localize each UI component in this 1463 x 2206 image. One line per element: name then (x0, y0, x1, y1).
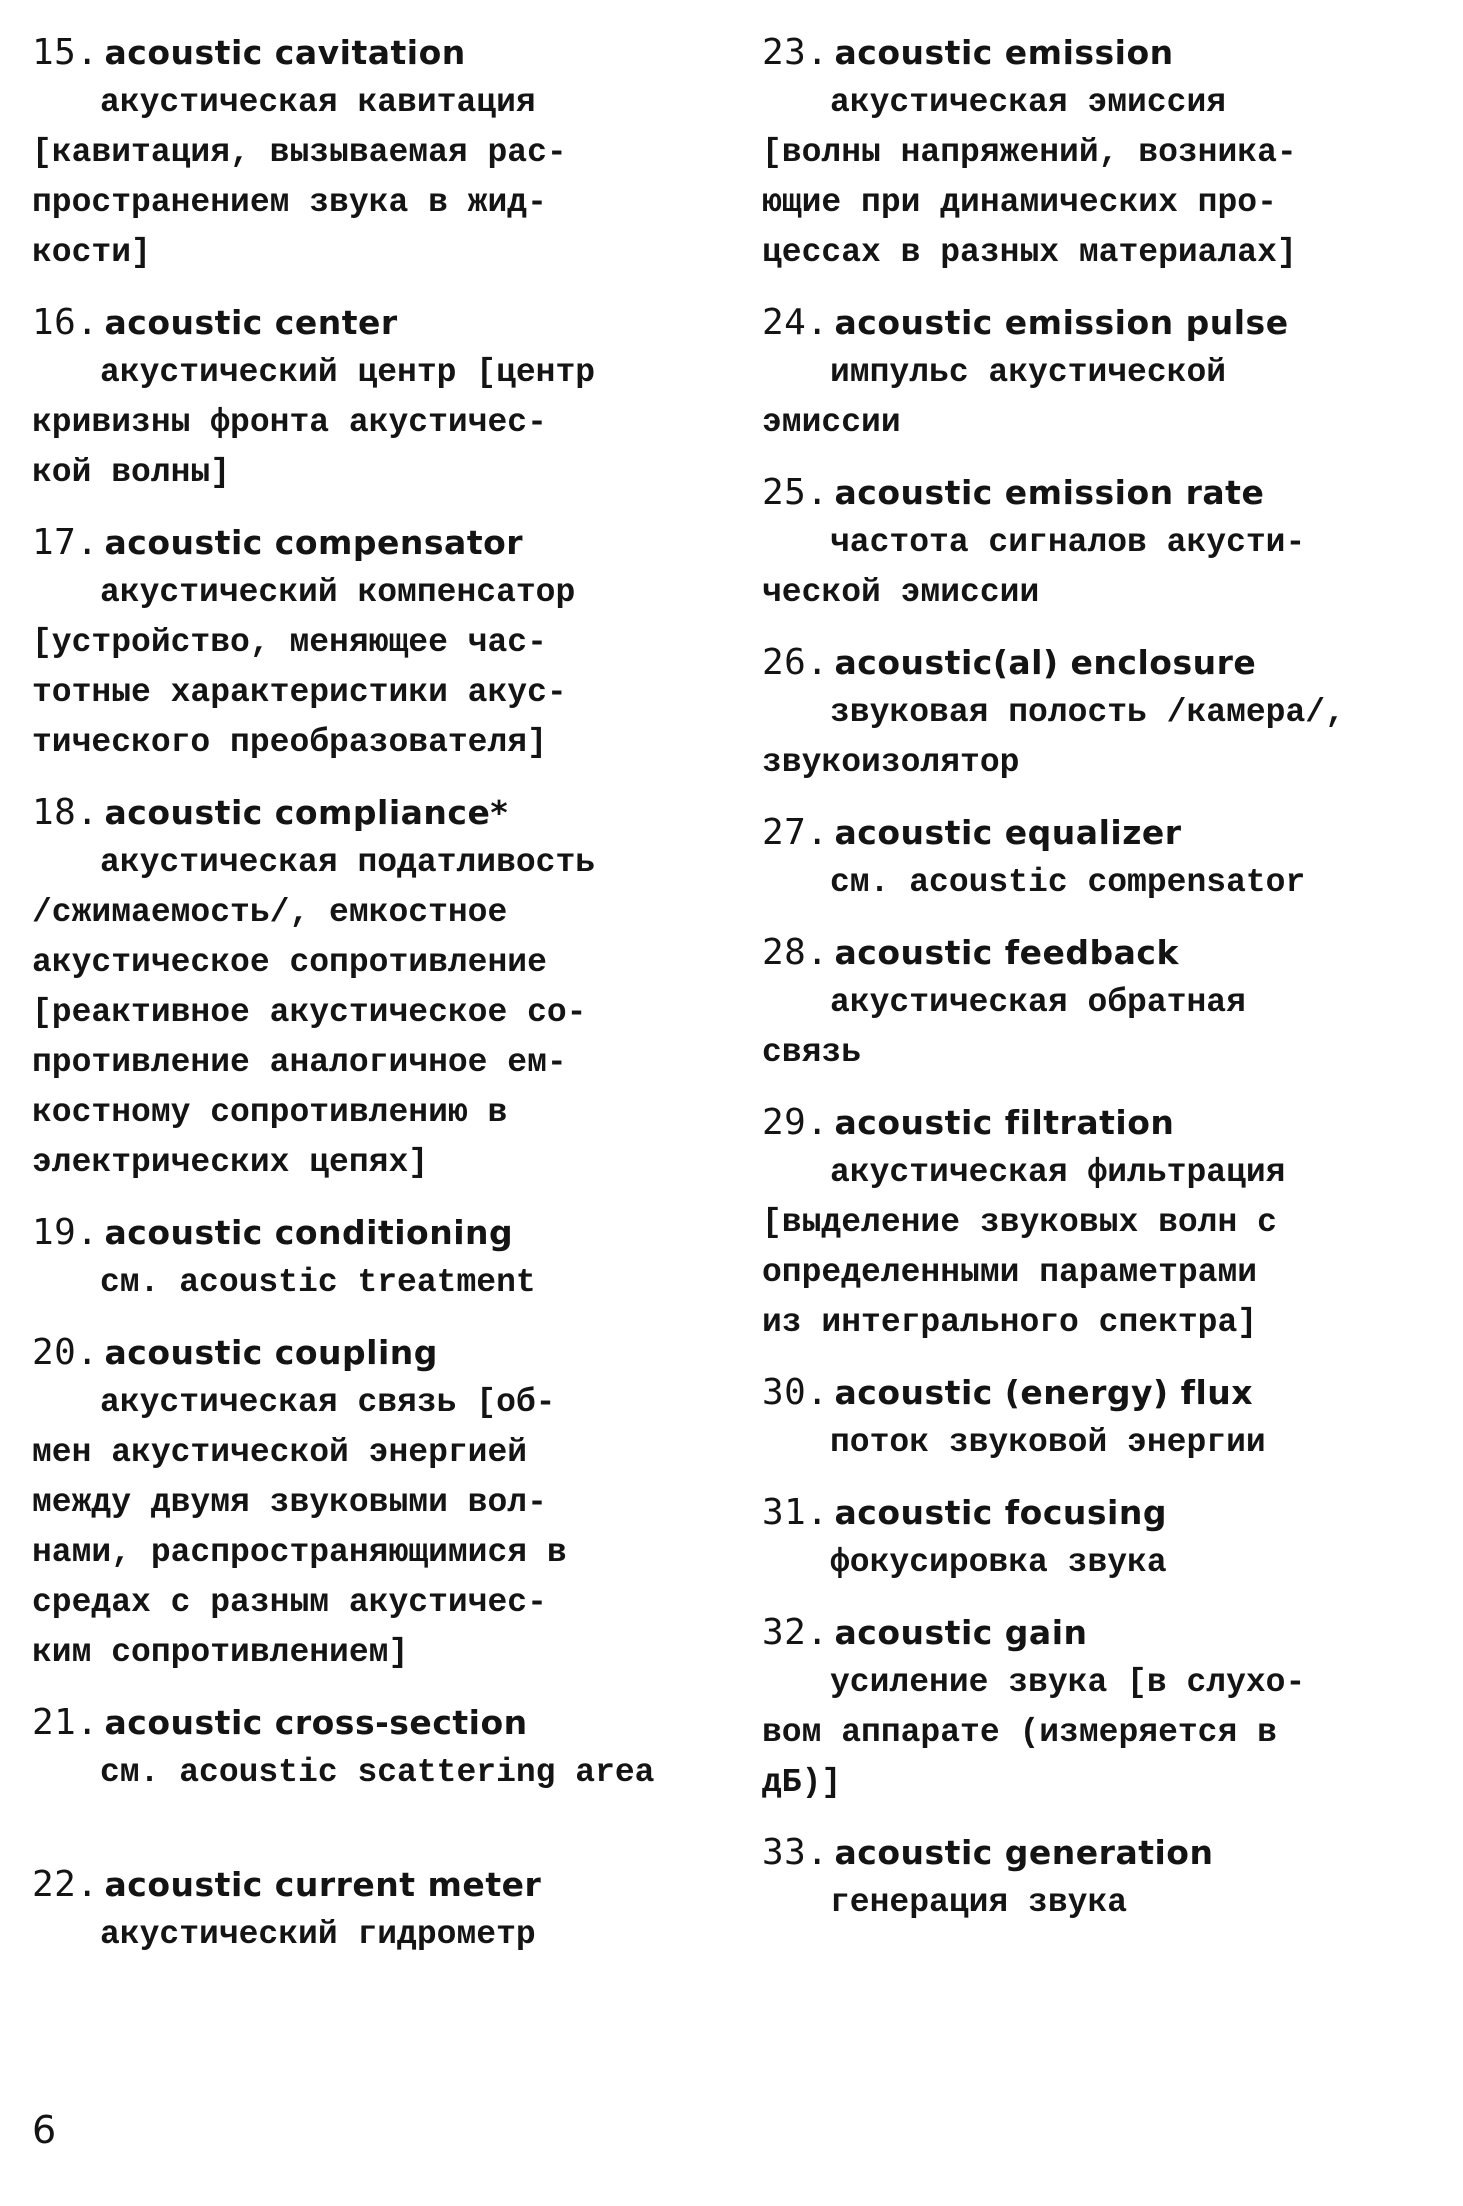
translation-line: акустическое сопротивление (32, 944, 547, 981)
entry-translation (762, 1148, 1442, 1348)
entry-term: acoustic equalizer (834, 813, 1182, 852)
dictionary-entry (762, 1828, 1442, 1928)
dictionary-entry (32, 1860, 712, 1960)
translation-line: [кавитация, вызываемая рас- (32, 134, 567, 171)
entry-headword (32, 28, 712, 78)
dictionary-entry (762, 1368, 1442, 1468)
dictionary-entry (762, 928, 1442, 1078)
entry-translation (762, 858, 1442, 908)
translation-line: эмиссии (762, 404, 901, 441)
entry-number: 20. (32, 1332, 99, 1373)
entry-headword (762, 1608, 1442, 1658)
entry-number: 33. (762, 1832, 829, 1873)
entry-term: acoustic emission (834, 33, 1174, 72)
entry-headword (762, 468, 1442, 518)
entry-translation (32, 78, 712, 278)
translation-line: ким сопротивлением] (32, 1634, 409, 1671)
translation-line: поток звуковой энергии (830, 1424, 1266, 1461)
dictionary-entry (762, 638, 1442, 788)
dictionary-entry (762, 1098, 1442, 1348)
translation-line: из интегрального спектра] (762, 1304, 1258, 1341)
entry-headword (762, 1098, 1442, 1148)
translation-line: звукоизолятор (762, 744, 1020, 781)
translation-line: дБ)] (762, 1764, 842, 1801)
entry-headword (762, 28, 1442, 78)
entry-translation (32, 838, 712, 1188)
translation-line: частота сигналов акусти- (830, 524, 1306, 561)
entry-term: acoustic current meter (104, 1865, 542, 1904)
entry-term: acoustic (energy) flux (834, 1373, 1254, 1412)
translation-line: генерация звука (830, 1884, 1128, 1921)
entry-term: acoustic emission rate (834, 473, 1265, 512)
translation-line: фокусировка звука (830, 1544, 1167, 1581)
entry-headword (762, 808, 1442, 858)
translation-line: акустический центр [центр (100, 354, 596, 391)
dictionary-entry (32, 1208, 712, 1308)
entry-term: acoustic gain (834, 1613, 1088, 1652)
dictionary-entry (32, 1328, 712, 1678)
translation-line: звуковая полость /камера/, (830, 694, 1345, 731)
entry-number: 31. (762, 1492, 829, 1533)
dictionary-entry (762, 1608, 1442, 1808)
entry-translation (32, 568, 712, 768)
entry-number: 25. (762, 472, 829, 513)
translation-line: цессах в разных материалах] (762, 234, 1297, 271)
entry-number: 27. (762, 812, 829, 853)
entry-term: acoustic cross-section (104, 1703, 528, 1742)
dictionary-entry (762, 468, 1442, 618)
translation-line: противление аналогичное ем- (32, 1044, 567, 1081)
entry-headword (32, 1860, 712, 1910)
dictionary-entry (32, 1698, 712, 1798)
entry-term: acoustic cavitation (104, 33, 466, 72)
entry-headword (762, 1488, 1442, 1538)
page-number: 6 (32, 2108, 57, 2152)
entry-translation (32, 1910, 712, 1960)
entry-number: 24. (762, 302, 829, 343)
entry-headword (32, 1698, 712, 1748)
entry-term: acoustic conditioning (104, 1213, 514, 1252)
entry-term: acoustic focusing (834, 1493, 1167, 1532)
translation-line: кости] (32, 234, 151, 271)
entry-translation (32, 348, 712, 498)
dictionary-entry (762, 298, 1442, 448)
translation-line: импульс акустической (830, 354, 1227, 391)
translation-line: см. acoustic scattering area (100, 1754, 655, 1791)
dictionary-entry (32, 788, 712, 1188)
translation-line: [реактивное акустическое со- (32, 994, 587, 1031)
entry-headword (762, 298, 1442, 348)
entry-headword (32, 298, 712, 348)
translation-line: акустическая податливость (100, 844, 596, 881)
translation-line: [выделение звуковых волн с (762, 1204, 1277, 1241)
entry-term: acoustic feedback (834, 933, 1179, 972)
translation-line: [волны напряжений, возника- (762, 134, 1297, 171)
translation-line: усиление звука [в слухо- (830, 1664, 1306, 1701)
entry-headword (762, 928, 1442, 978)
entry-translation (762, 348, 1442, 448)
entry-number: 18. (32, 792, 99, 833)
entry-term: acoustic coupling (104, 1333, 438, 1372)
dictionary-entry (762, 808, 1442, 908)
entry-headword (32, 788, 712, 838)
entry-translation (762, 978, 1442, 1078)
entry-translation (762, 1538, 1442, 1588)
entry-translation (762, 1418, 1442, 1468)
entry-headword (32, 1208, 712, 1258)
entry-term: acoustic filtration (834, 1103, 1175, 1142)
entry-number: 17. (32, 522, 99, 563)
entry-number: 30. (762, 1372, 829, 1413)
entry-translation (762, 1658, 1442, 1808)
translation-line: между двумя звуковыми вол- (32, 1484, 547, 1521)
entry-term: acoustic center (104, 303, 398, 342)
entry-number: 15. (32, 32, 99, 73)
translation-line: см. acoustic compensator (830, 864, 1306, 901)
translation-line: акустическая обратная (830, 984, 1246, 1021)
translation-line: акустический гидрометр (100, 1916, 536, 1953)
translation-line: вом аппарате (измеряется в (762, 1714, 1277, 1751)
entry-term: acoustic compliance* (104, 793, 509, 832)
translation-line: кривизны фронта акустичес- (32, 404, 547, 441)
translation-line: тического преобразователя] (32, 724, 547, 761)
dictionary-entry (32, 28, 712, 278)
entry-number: 16. (32, 302, 99, 343)
translation-line: тотные характеристики акус- (32, 674, 567, 711)
translation-line: связь (762, 1034, 862, 1071)
entry-term: acoustic emission pulse (834, 303, 1289, 342)
entry-headword (762, 1368, 1442, 1418)
entry-headword (32, 1328, 712, 1378)
entry-term: acoustic generation (834, 1833, 1214, 1872)
translation-line: средах с разным акустичес- (32, 1584, 547, 1621)
entry-number: 32. (762, 1612, 829, 1653)
translation-line: пространением звука в жид- (32, 184, 547, 221)
entry-number: 19. (32, 1212, 99, 1253)
dictionary-entry (32, 298, 712, 498)
dictionary-entry (762, 1488, 1442, 1588)
translation-line: акустическая кавитация (100, 84, 536, 121)
entry-number: 28. (762, 932, 829, 973)
entry-translation (32, 1378, 712, 1678)
entry-headword (32, 518, 712, 568)
entry-translation (762, 1878, 1442, 1928)
translation-line: нами, распространяющимися в (32, 1534, 567, 1571)
entry-translation (762, 688, 1442, 788)
translation-line: ющие при динамических про- (762, 184, 1277, 221)
entry-translation (762, 78, 1442, 278)
translation-line: определенными параметрами (762, 1254, 1258, 1291)
entry-term: acoustic compensator (104, 523, 524, 562)
translation-line: акустический компенсатор (100, 574, 576, 611)
translation-line: акустическая фильтрация (830, 1154, 1286, 1191)
translation-line: электрических цепях] (32, 1144, 429, 1181)
translation-line: ческой эмиссии (762, 574, 1040, 611)
translation-line: костному сопротивлению в (32, 1094, 508, 1131)
entry-number: 26. (762, 642, 829, 683)
entry-translation (32, 1748, 712, 1798)
entry-headword (762, 1828, 1442, 1878)
entry-translation (32, 1258, 712, 1308)
entry-term: acoustic(al) enclosure (834, 643, 1257, 682)
translation-line: см. acoustic treatment (100, 1264, 536, 1301)
translation-line: /сжимаемость/, емкостное (32, 894, 508, 931)
translation-line: акустическая связь [об- (100, 1384, 556, 1421)
entry-translation (762, 518, 1442, 618)
entry-headword (762, 638, 1442, 688)
left-column (32, 28, 712, 1980)
entry-number: 21. (32, 1702, 99, 1743)
translation-line: [устройство, меняющее час- (32, 624, 547, 661)
dictionary-entry (32, 518, 712, 768)
translation-line: мен акустической энергией (32, 1434, 528, 1471)
dictionary-entry (762, 28, 1442, 278)
entry-number: 23. (762, 32, 829, 73)
translation-line: акустическая эмиссия (830, 84, 1227, 121)
entry-number: 29. (762, 1102, 829, 1143)
right-column (762, 28, 1442, 1948)
entry-number: 22. (32, 1864, 99, 1905)
translation-line: кой волны] (32, 454, 231, 491)
